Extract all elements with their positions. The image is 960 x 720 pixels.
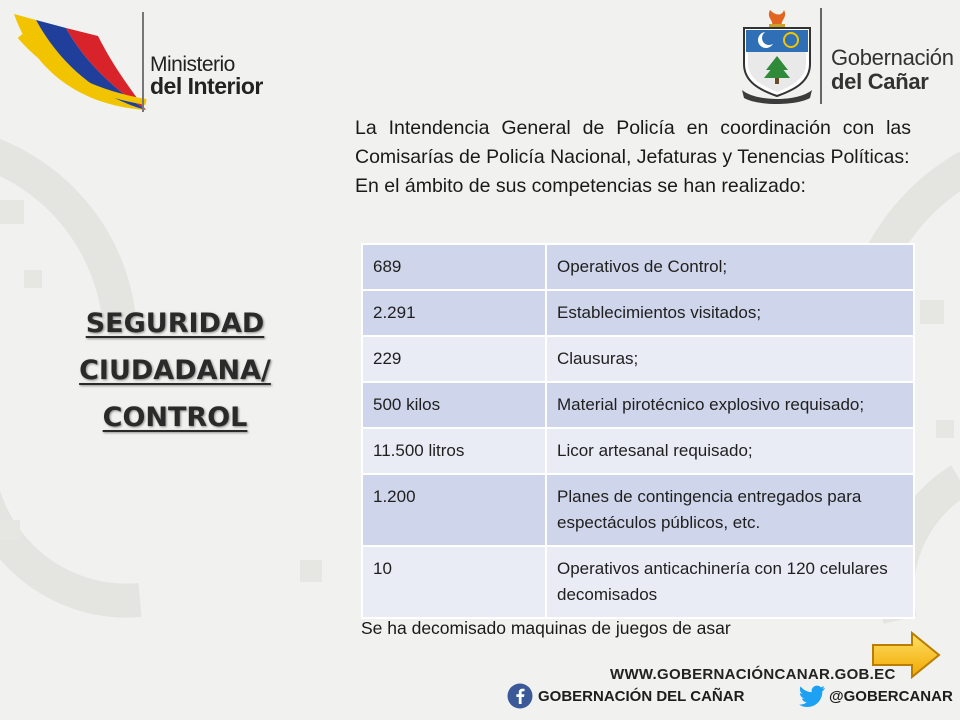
intro-paragraph-1: La Intendencia General de Policía en coordinación con las Comisarías de Policía Nacional, Jefaturas y Tenencias Políticas: [355,117,911,168]
quantity-cell: 11.500 litros [362,428,546,474]
intro-paragraph-2: En el ámbito de sus competencias se han realizado: [355,175,806,197]
gobernacion-line2: del Cañar [831,68,929,94]
ministry-logo-text [150,54,263,98]
twitter-handle[interactable]: @GOBERCANAR [829,688,953,705]
shield-emblem-icon [736,6,818,104]
quantity-cell: 689 [362,244,546,290]
table-row [362,382,914,428]
section-title-line1: SEGURIDAD [85,308,265,339]
quantity-cell: 2.291 [362,290,546,336]
intro-text [355,114,911,201]
footnote-text: Se ha decomisado maquinas de juegos de asar [361,618,731,638]
table-row [362,336,914,382]
quantity-cell: 500 kilos [362,382,546,428]
section-title-line3: CONTROL [102,402,248,433]
ministry-line2: del Interior [150,73,263,99]
quantity-cell: 229 [362,336,546,382]
logo-divider [820,8,822,104]
table-row [362,474,914,546]
facebook-icon[interactable] [507,683,533,709]
description-cell: Establecimientos visitados; [546,290,914,336]
table-row [362,546,914,618]
description-cell: Operativos de Control; [546,244,914,290]
quantity-cell: 10 [362,546,546,618]
table-row [362,244,914,290]
facebook-handle[interactable]: GOBERNACIÓN DEL CAÑAR [538,688,745,705]
section-title [60,300,290,441]
description-cell: Licor artesanal requisado; [546,428,914,474]
quantity-cell: 1.200 [362,474,546,546]
ministry-line1: Ministerio [150,53,235,76]
description-cell: Planes de contingencia entregados para espectáculos públicos, etc. [546,474,914,546]
gobernacion-line1: Gobernación [831,45,954,70]
twitter-icon[interactable] [798,685,826,709]
description-cell: Material pirotécnico explosivo requisado; [546,382,914,428]
gobernacion-logo-text [831,46,954,94]
table-row [362,428,914,474]
table-row [362,290,914,336]
results-table [361,243,915,619]
website-url[interactable]: WWW.GOBERNACIÓNCANAR.GOB.EC [610,666,896,683]
section-title-line2: CIUDADANA/ [79,355,271,386]
description-cell: Operativos anticachinería con 120 celulares decomisados [546,546,914,618]
next-arrow-icon[interactable] [870,630,942,680]
description-cell: Clausuras; [546,336,914,382]
